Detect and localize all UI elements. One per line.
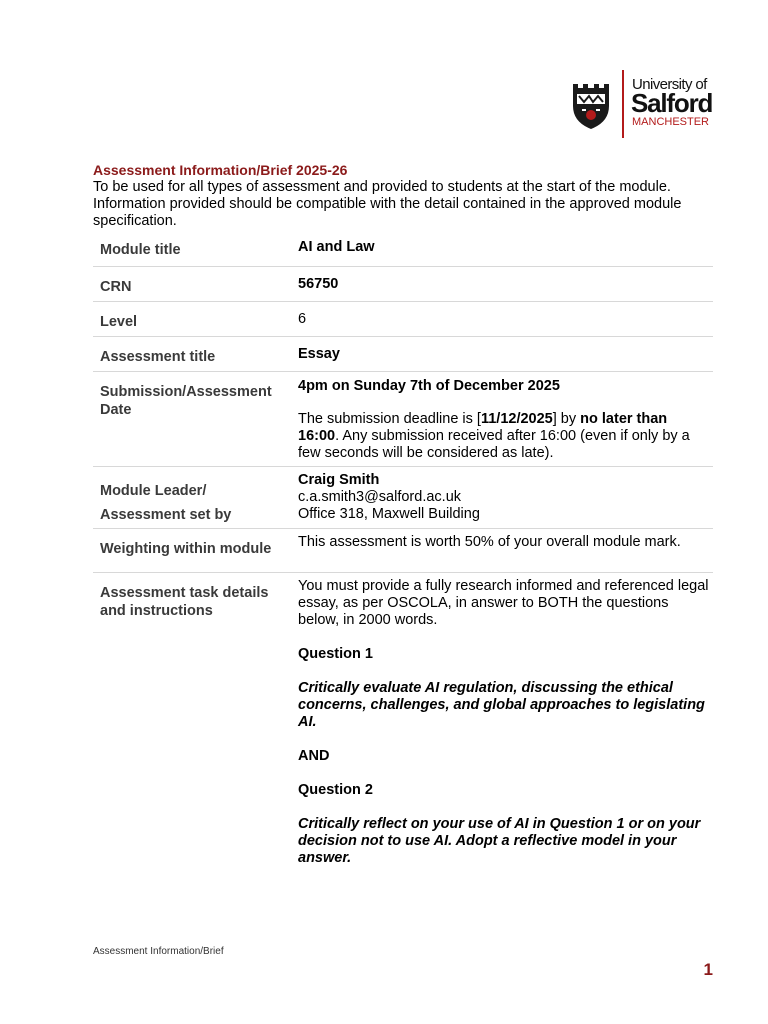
logo-manchester: MANCHESTER bbox=[632, 116, 710, 128]
deadline-text-1: The submission deadline is [ bbox=[298, 410, 481, 427]
logo-salford: Salford bbox=[631, 88, 713, 118]
question-2-text: Critically reflect on your use of AI in Question 1 or on your decision not to use AI. Adopt a reflective model in your answer. bbox=[298, 815, 701, 866]
row-crn bbox=[93, 266, 713, 301]
crn-value: 56750 bbox=[298, 266, 713, 301]
module-title-value: AI and Law bbox=[298, 232, 713, 266]
row-module-leader bbox=[93, 466, 713, 528]
submission-deadline-text bbox=[298, 411, 712, 462]
question-1-heading: Question 1 bbox=[298, 645, 373, 662]
task-details-value bbox=[298, 572, 713, 868]
logo-divider bbox=[622, 70, 624, 138]
weighting-label bbox=[93, 528, 298, 572]
and-connector: AND bbox=[298, 747, 330, 764]
submission-date-label bbox=[93, 371, 298, 466]
leader-office: Office 318, Maxwell Building bbox=[298, 505, 480, 522]
deadline-time: no later than 16:00 bbox=[298, 410, 668, 444]
crn-label bbox=[93, 266, 298, 301]
assessment-info-table bbox=[93, 232, 713, 868]
question-1-text: Critically evaluate AI regulation, discussing the ethical concerns, challenges, and global approaches to legislating AI. bbox=[298, 679, 705, 730]
task-intro: You must provide a fully research informed and referenced legal essay, as per OSCOLA, in answer to BOTH the questions below, in 2000 words. bbox=[298, 577, 709, 628]
leader-name: Craig Smith bbox=[298, 471, 380, 488]
task-details-label-text: Assessment task details and instructions bbox=[100, 584, 269, 619]
logo-university-of: University of bbox=[632, 76, 707, 93]
assessment-title-label-text: Assessment title bbox=[100, 348, 216, 365]
module-leader-label-line2: Assessment set by bbox=[100, 506, 232, 523]
row-assessment-title bbox=[93, 336, 713, 371]
deadline-text-3: . Any submission received after 16:00 (even if only by a few seconds will be considered as late). bbox=[298, 427, 690, 461]
row-weighting bbox=[93, 528, 713, 572]
university-logo bbox=[570, 68, 720, 140]
page-number: 1 bbox=[703, 960, 713, 979]
university-crest-icon bbox=[570, 80, 612, 130]
level-value: 6 bbox=[298, 301, 713, 336]
intro-text: To be used for all types of assessment and provided to students at the start of the module. Information provided should be compatible with the detail contained in the approved module specification. bbox=[93, 179, 682, 229]
submission-date-label-text: Submission/Assessment Date bbox=[100, 383, 272, 418]
row-level bbox=[93, 301, 713, 336]
task-details-label bbox=[93, 572, 298, 868]
submission-date-value bbox=[298, 371, 713, 466]
submission-date: 4pm on Sunday 7th of December 2025 bbox=[298, 377, 560, 394]
module-title-label bbox=[93, 232, 298, 266]
row-module-title bbox=[93, 232, 713, 266]
deadline-text-2: ] by bbox=[552, 410, 581, 427]
deadline-date: 11/12/2025 bbox=[480, 410, 553, 427]
module-leader-label-line1: Module Leader/ bbox=[100, 482, 207, 499]
weighting-label-text: Weighting within module bbox=[100, 540, 272, 557]
page-footer: Assessment Information/Brief bbox=[93, 946, 224, 957]
question-2-heading: Question 2 bbox=[298, 781, 373, 798]
crn-label-text: CRN bbox=[100, 278, 132, 295]
level-label bbox=[93, 301, 298, 336]
level-label-text: Level bbox=[100, 313, 138, 330]
module-leader-value bbox=[298, 466, 713, 528]
module-title-label-text: Module title bbox=[100, 242, 181, 258]
brief-heading: Assessment Information/Brief 2025-26 bbox=[93, 162, 348, 178]
weighting-value: This assessment is worth 50% of your overall module mark. bbox=[298, 528, 713, 572]
module-leader-label bbox=[93, 466, 298, 528]
assessment-title-label bbox=[93, 336, 298, 371]
row-submission-date bbox=[93, 371, 713, 466]
row-task-details bbox=[93, 572, 713, 868]
assessment-title-value: Essay bbox=[298, 336, 713, 371]
leader-email[interactable]: c.a.smith3@salford.ac.uk bbox=[298, 488, 462, 505]
